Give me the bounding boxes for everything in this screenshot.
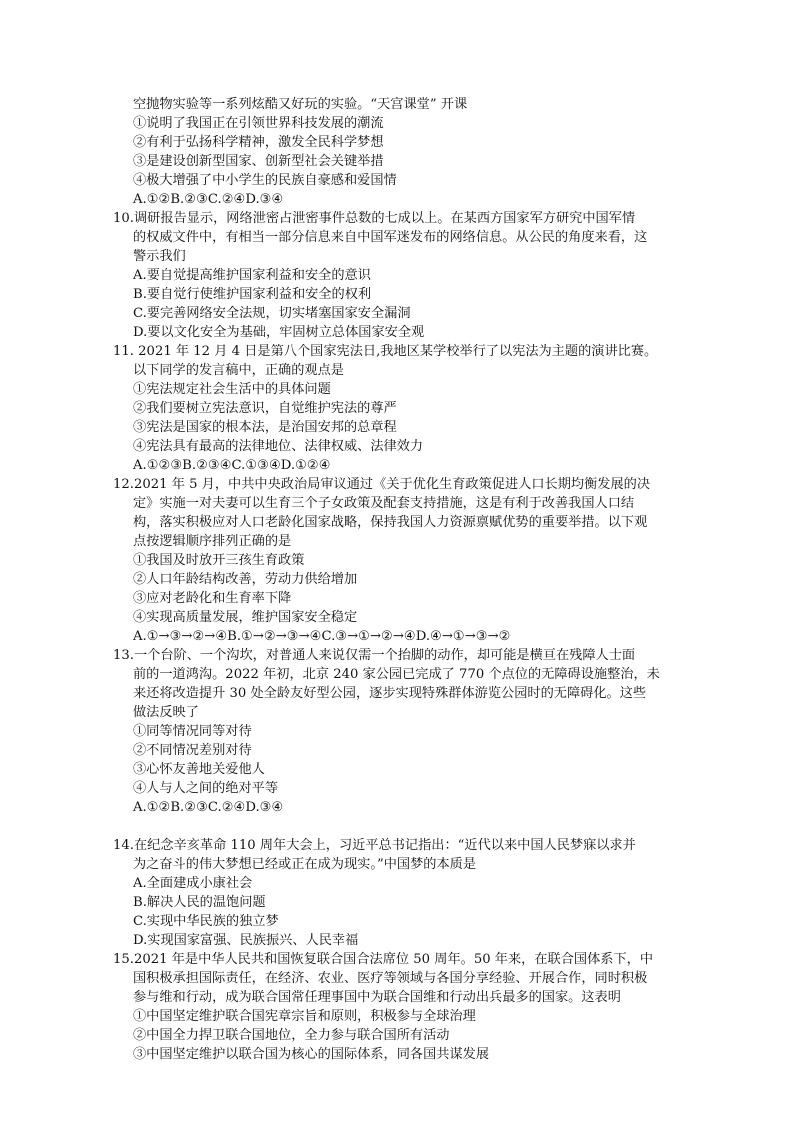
q13-stem-line-4: 做法反映了	[133, 705, 199, 720]
q9-choices: A.①②B.②③C.②④D.③④	[133, 192, 284, 207]
q10-stem-line-3: 警示我们	[133, 249, 186, 264]
q9-option-3: ③是建设创新型国家、创新型社会关键举措	[133, 154, 384, 169]
q13-option-2: ②不同情况差别对待	[133, 743, 252, 758]
q14-choice-d: D.实现国家富强、民族振兴、人民幸福	[133, 933, 359, 948]
q15-stem-line-3: 参与维和行动，成为联合国常任理事国中为联合国维和行动出兵最多的国家。这表明	[133, 990, 621, 1005]
q11-choices: A.①②③B.②③④C.①③④D.①②④	[133, 458, 331, 473]
q9-stem-tail: 空抛物实验等一系列炫酷又好玩的实验。“天宫课堂” 开课	[133, 97, 468, 112]
q12-choices: A.①→③→②→④B.①→②→③→④C.③→①→②→④D.④→①→③→②	[133, 629, 511, 644]
q10-choice-d: D.要以文化安全为基础，牢固树立总体国家安全观	[133, 325, 425, 340]
q11-option-1: ①宪法规定社会生活中的具体问题	[133, 382, 331, 397]
q10-choice-b: B.要自觉行使维护国家利益和安全的权利	[133, 287, 372, 302]
q9-option-4: ④极大增强了中小学生的民族自豪感和爱国情	[133, 173, 397, 188]
q11-option-2: ②我们要树立宪法意识，自觉维护宪法的尊严	[133, 401, 397, 416]
q15-option-3: ③中国坚定维护以联合国为核心的国际体系，同各国共谋发展	[133, 1047, 490, 1062]
q15-option-1: ①中国坚定维护联合国宪章宗旨和原则，积极参与全球治理	[133, 1009, 476, 1024]
q14-choice-c: C.实现中华民族的独立梦	[133, 914, 279, 929]
q10-stem-line-1: 10.调研报告显示，网络泄密占泄密事件总数的七成以上。在某西方国家军方研究中国军情	[113, 211, 636, 226]
q10-choice-c: C.要完善网络安全法规，切实堵塞国家安全漏洞	[133, 306, 411, 321]
q11-option-4: ④宪法具有最高的法律地位、法律权威、法律效力	[133, 439, 424, 454]
q15-option-2: ②中国全力捍卫联合国地位，全力参与联合国所有活动	[133, 1028, 450, 1043]
q14-choice-b: B.解决人民的温饱问题	[133, 895, 266, 910]
q14-stem-line-1: 14.在纪念辛亥革命 110 周年大会上，习近平总书记指出：“近代以来中国人民梦寐以求并	[113, 838, 636, 853]
q13-option-3: ③心怀友善地关爱他人	[133, 762, 265, 777]
q15-stem-line-1: 15.2021 年是中华人民共和国恢复联合国合法席位 50 周年。50 年来，在联合国体系下，中	[113, 952, 654, 967]
q12-stem-line-3: 构，落实积极应对人口老龄化国家战略，保持我国人力资源禀赋优势的重要举措。以下观	[133, 515, 648, 530]
q13-option-4: ④人与人之间的绝对平等	[133, 781, 279, 796]
q12-option-4: ④实现高质量发展，维护国家安全稳定	[133, 610, 358, 625]
q12-option-3: ③应对老龄化和生育率下降	[133, 591, 292, 606]
q10-stem-line-2: 的权威文件中，有相当一部分信息来自中国军迷发布的网络信息。从公民的角度来看，这	[133, 230, 648, 245]
q13-option-1: ①同等情况同等对待	[133, 724, 252, 739]
q13-stem-line-3: 来还将改造提升 30 处全龄友好型公园，逐步实现特殊群体游览公园时的无障碍化。这些	[133, 686, 647, 701]
q13-stem-line-2: 前的一道鸿沟。2022 年初，北京 240 家公园已完成了 770 个点位的无障碍设施整治，未	[133, 667, 660, 682]
q11-stem-line-1: 11. 2021 年 12 月 4 日是第八个国家宪法日,我地区某学校举行了以宪法为主题的演讲比赛。	[113, 344, 658, 359]
q9-option-1: ①说明了我国正在引领世界科技发展的潮流	[133, 116, 384, 131]
q12-stem-line-4: 点按逻辑顺序排列正确的是	[133, 534, 292, 549]
q13-choices: A.①②B.②③C.②④D.③④	[133, 800, 284, 815]
q12-option-1: ①我国及时放开三孩生育政策	[133, 553, 305, 568]
q9-option-2: ②有利于弘扬科学精神，激发全民科学梦想	[133, 135, 384, 150]
q12-stem-line-1: 12.2021 年 5 月，中共中央政治局审议通过《关于优化生育政策促进人口长期均衡发展的决	[113, 477, 651, 492]
q14-choice-a: A.全面建成小康社会	[133, 876, 253, 891]
q12-option-2: ②人口年龄结构改善，劳动力供给增加	[133, 572, 358, 587]
q15-stem-line-2: 国积极承担国际责任，在经济、农业、医疗等领域与各国分享经验、开展合作，同时积极	[133, 971, 648, 986]
q11-stem-line-2: 以下同学的发言稿中，正确的观点是	[133, 363, 344, 378]
q14-stem-line-2: 为之奋斗的伟大梦想已经或正在成为现实。”中国梦的本质是	[133, 857, 477, 872]
q12-stem-line-2: 定》实施一对夫妻可以生育三个子女政策及配套支持措施，这是有利于改善我国人口结	[133, 496, 635, 511]
q13-stem-line-1: 13.一个台阶、一个沟坎，对普通人来说仅需一个抬脚的动作，却可能是横亘在残障人士面	[113, 648, 636, 663]
q10-choice-a: A.要自觉提高维护国家利益和安全的意识	[133, 268, 371, 283]
q11-option-3: ③宪法是国家的根本法，是治国安邦的总章程	[133, 420, 397, 435]
